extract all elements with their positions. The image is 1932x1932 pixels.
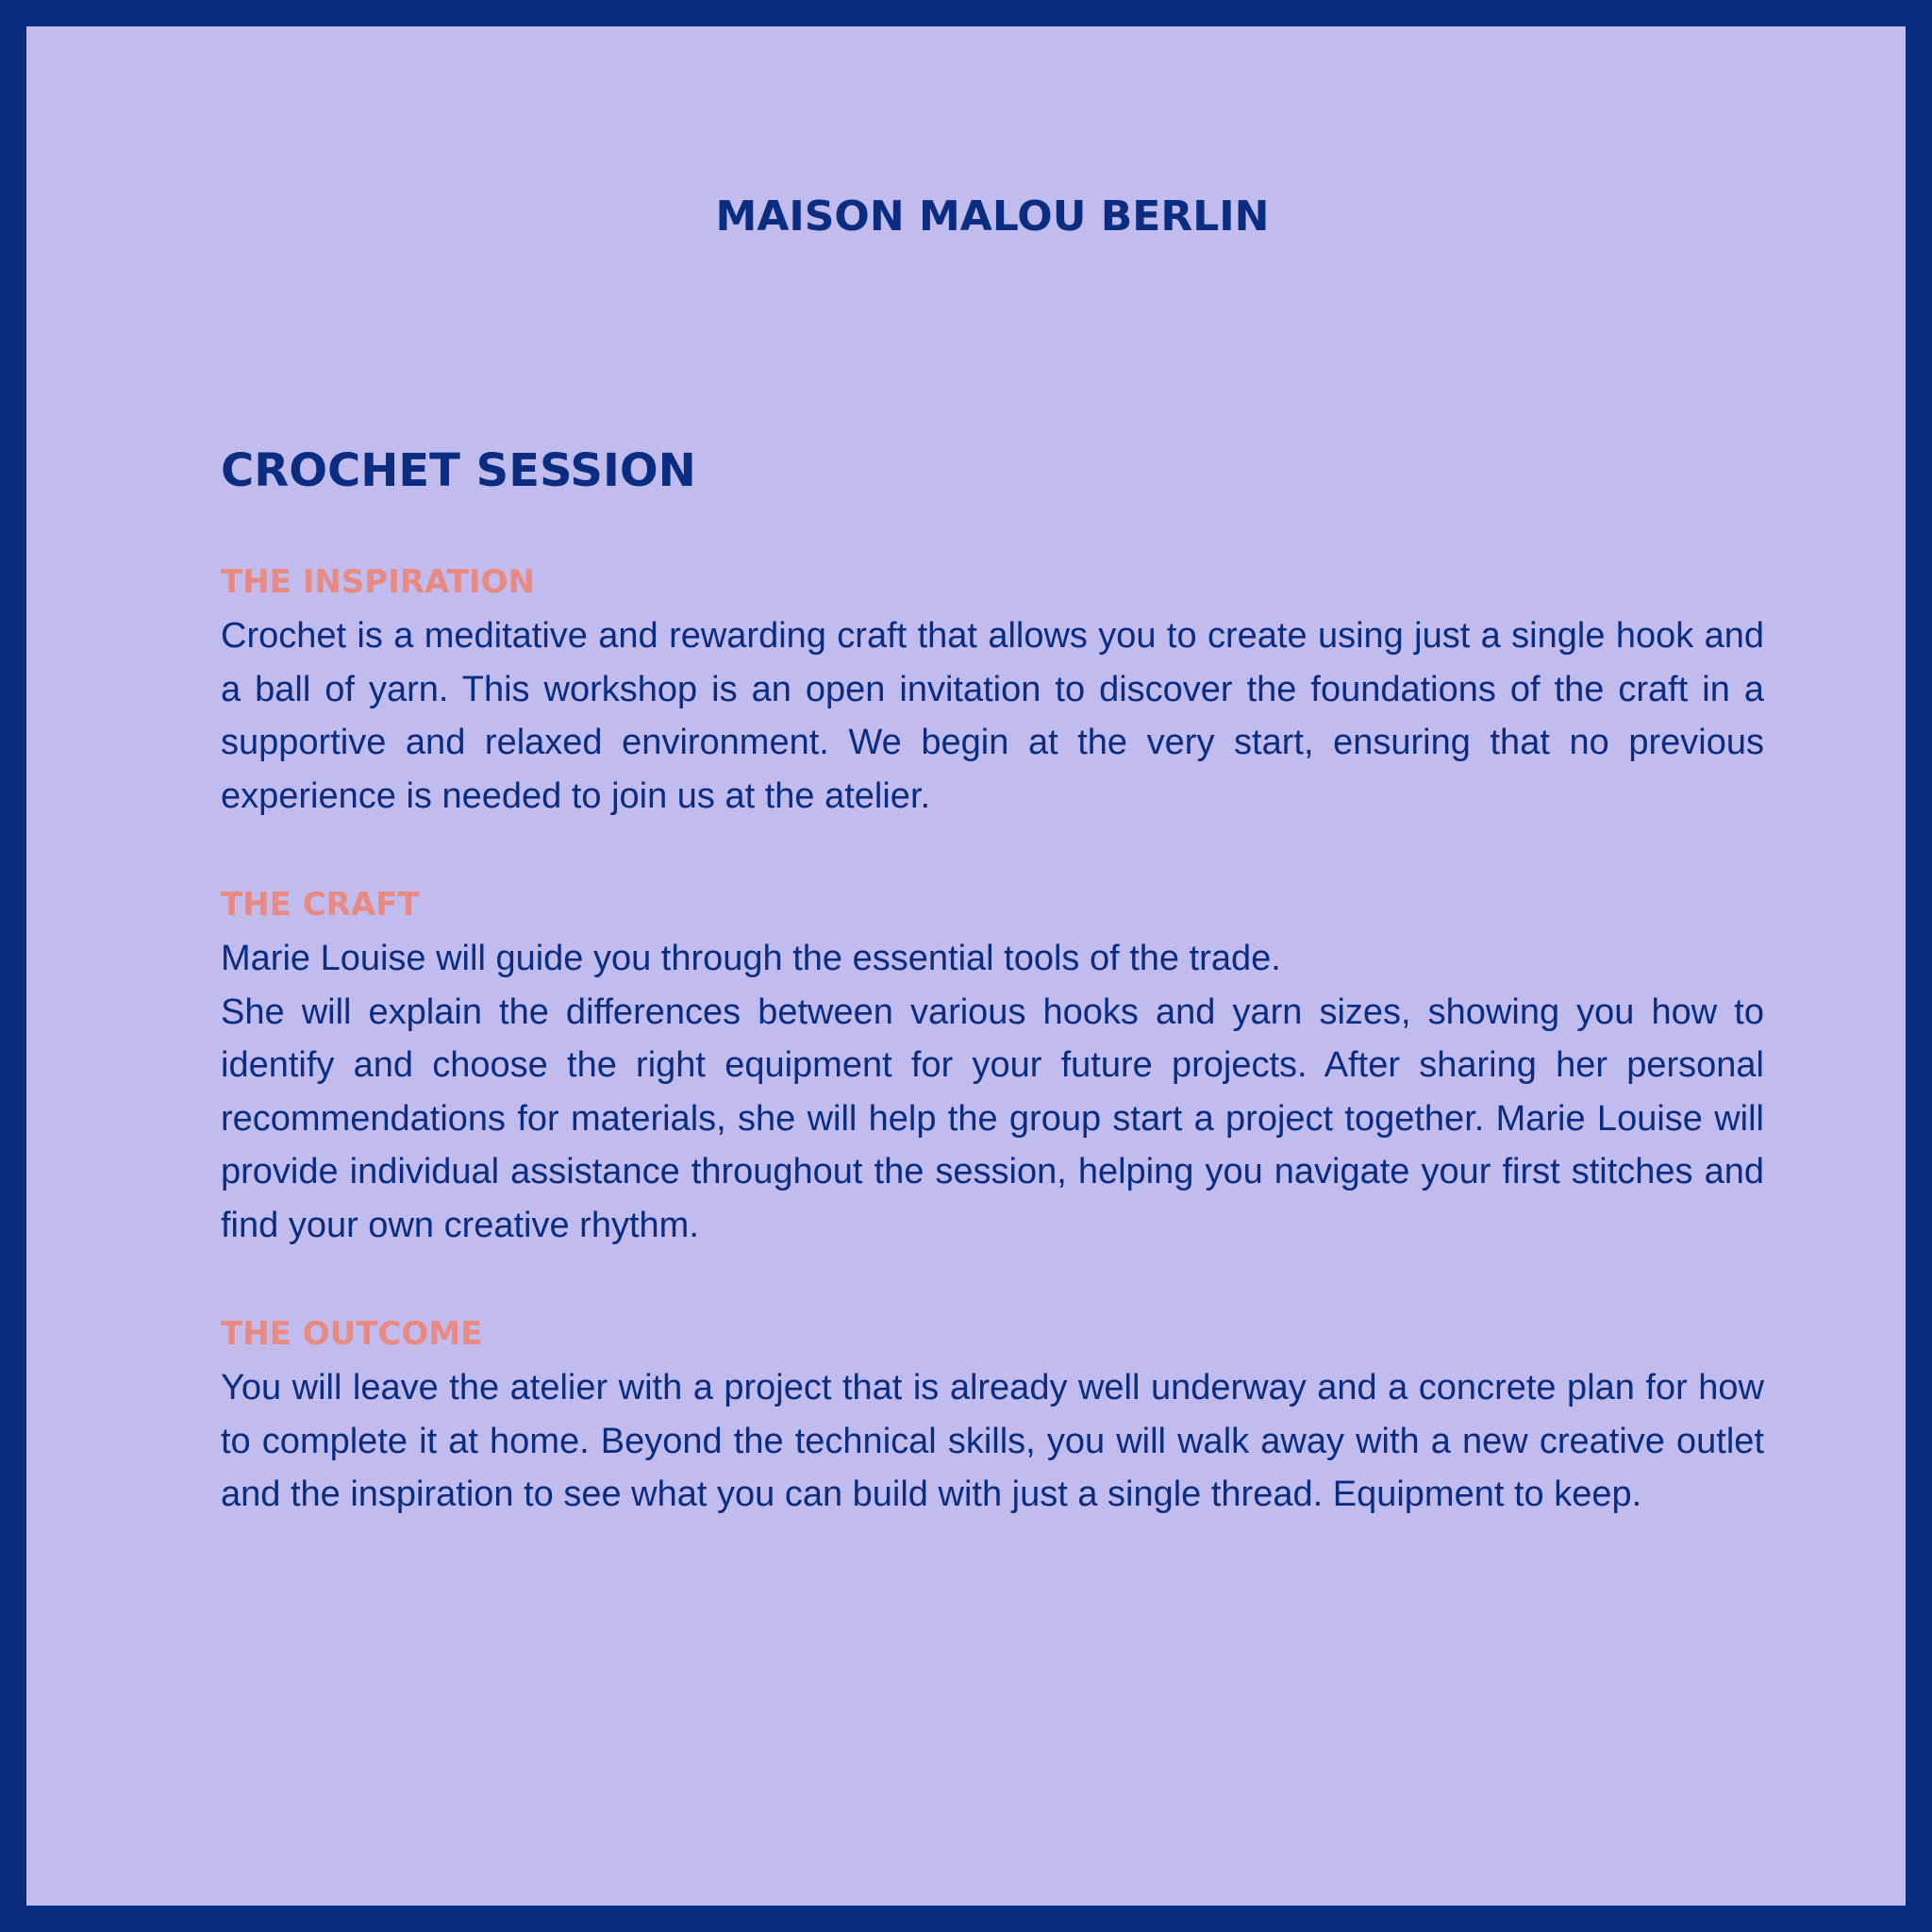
paragraph-craft-details: She will explain the differences between various hooks and yarn sizes, showing you how to identify and choose the right equipment for your future projects. After sharing her personal recommendations for materials, she will help the group start a project together. Marie Louise will provide individual assistance throughout the session, helping you navigate your first stitches and find your own creative rhythm. xyxy=(221,991,1764,1245)
document-content xyxy=(221,441,1764,1582)
page-title: CROCHET SESSION xyxy=(221,444,696,497)
section-heading-outcome: THE OUTCOME xyxy=(221,1315,483,1353)
paragraph-inspiration: Crochet is a meditative and rewarding craft that allows you to create using just a single hook and a ball of yarn. This workshop is an open invitation to discover the foundations of the craft in a supportive and relaxed environment. We begin at the very start, ensuring that no previous experience is needed to join us at the atelier. xyxy=(221,616,1764,816)
paragraph-craft-intro: Marie Louise will guide you through the essential tools of the trade. xyxy=(221,939,1281,978)
brand-title: MAISON MALOU BERLIN xyxy=(715,192,1270,241)
section-heading-craft: THE CRAFT xyxy=(221,886,420,924)
section-outcome xyxy=(221,1312,1764,1522)
section-craft xyxy=(221,883,1764,1252)
section-heading-inspiration: THE INSPIRATION xyxy=(221,563,535,601)
paragraph-outcome: You will leave the atelier with a project that is already well underway and a concrete plan for how to complete it at home. Beyond the technical skills, you will walk away with a new creative outlet and the inspiration to see what you can build with just a single thread. Equipment to keep. xyxy=(221,1368,1764,1514)
section-inspiration xyxy=(221,560,1764,823)
